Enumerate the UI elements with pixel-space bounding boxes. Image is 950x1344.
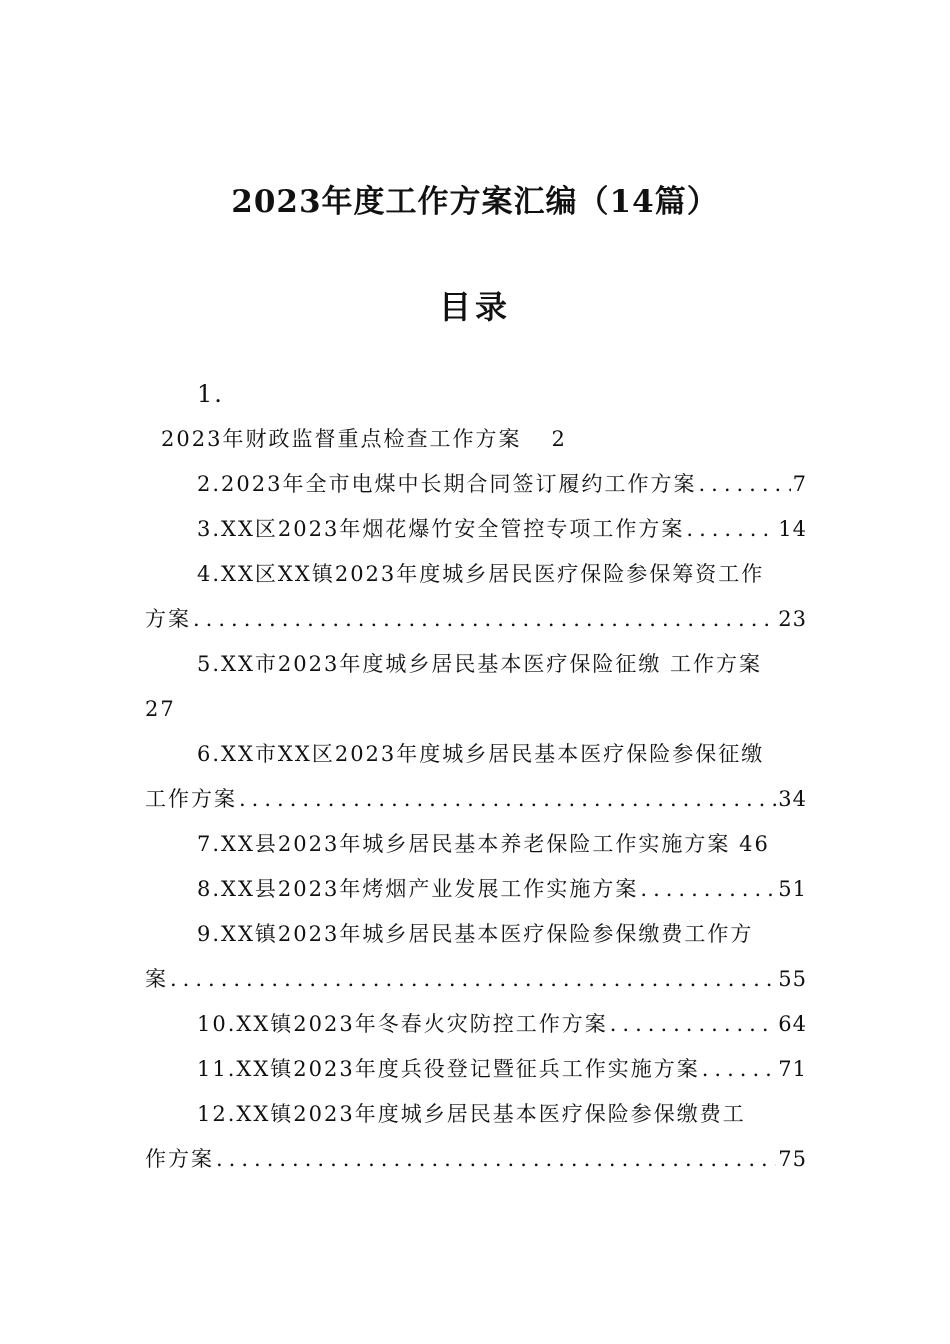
toc-entry-12-text: 作方案 bbox=[145, 1147, 214, 1171]
toc-entry-2[interactable] bbox=[145, 462, 807, 507]
toc-entry-1[interactable] bbox=[145, 417, 807, 462]
toc-entry-5-page[interactable]: 27 bbox=[145, 697, 176, 721]
toc-entry-10-page: 64 bbox=[778, 1012, 807, 1036]
toc-entry-1-text: 2023年财政监督重点检查工作方案 bbox=[161, 427, 522, 451]
table-of-contents bbox=[145, 372, 807, 1182]
dot-leader bbox=[191, 597, 776, 642]
toc-entry-9-line1[interactable]: 9.XX镇2023年城乡居民基本医疗保险参保缴费工作方 bbox=[197, 922, 754, 946]
toc-entry-12-line2[interactable] bbox=[145, 1137, 807, 1182]
toc-entry-6-line1[interactable]: 6.XX市XX区2023年度城乡居民基本医疗保险参保征缴 bbox=[197, 742, 765, 766]
toc-entry-8-text: 8.XX县2023年烤烟产业发展工作实施方案 bbox=[197, 877, 639, 901]
dot-leader bbox=[684, 507, 776, 552]
toc-entry-10[interactable] bbox=[145, 1002, 807, 1047]
toc-entry-5-line1[interactable]: 5.XX市2023年度城乡居民基本医疗保险征缴 工作方案 bbox=[197, 652, 763, 676]
toc-entry-2-page: 7 bbox=[792, 472, 807, 496]
toc-entry-12-page: 75 bbox=[778, 1147, 807, 1171]
toc-entry-1-number[interactable]: 1. bbox=[197, 380, 224, 408]
dot-leader bbox=[696, 462, 790, 507]
toc-entry-4-line2[interactable] bbox=[145, 597, 807, 642]
dot-leader bbox=[700, 1047, 777, 1092]
dot-leader bbox=[608, 1002, 777, 1047]
toc-entry-6-page: 34 bbox=[778, 787, 807, 811]
toc-entry-7[interactable] bbox=[145, 822, 807, 867]
toc-entry-9-line2[interactable] bbox=[145, 957, 807, 1002]
toc-entry-11-page: 71 bbox=[778, 1057, 807, 1081]
dot-leader bbox=[168, 957, 776, 1002]
toc-entry-8[interactable] bbox=[145, 867, 807, 912]
toc-entry-4-line1[interactable]: 4.XX区XX镇2023年度城乡居民医疗保险参保筹资工作 bbox=[197, 562, 765, 586]
toc-entry-3[interactable] bbox=[145, 507, 807, 552]
toc-entry-10-text: 10.XX镇2023年冬春火灾防控工作方案 bbox=[197, 1012, 608, 1036]
toc-entry-8-page: 51 bbox=[778, 877, 807, 901]
document-title: 2023年度工作方案汇编（14篇） bbox=[231, 184, 719, 220]
toc-entry-6-line2[interactable] bbox=[145, 777, 807, 822]
toc-entry-12-line1[interactable]: 12.XX镇2023年度城乡居民基本医疗保险参保缴费工 bbox=[197, 1102, 746, 1126]
toc-entry-6-text: 工作方案 bbox=[145, 787, 237, 811]
toc-entry-3-page: 14 bbox=[778, 517, 807, 541]
dot-leader bbox=[237, 777, 776, 822]
toc-entry-1-page: 2 bbox=[551, 427, 567, 451]
toc-entry-3-text: 3.XX区2023年烟花爆竹安全管控专项工作方案 bbox=[197, 517, 685, 541]
dot-leader bbox=[214, 1137, 776, 1182]
toc-heading: 目录 bbox=[438, 288, 511, 326]
toc-entry-11[interactable] bbox=[145, 1047, 807, 1092]
toc-entry-7-text: 7.XX县2023年城乡居民基本养老保险工作实施方案 bbox=[197, 832, 731, 856]
toc-entry-4-page: 23 bbox=[778, 607, 807, 631]
toc-entry-11-text: 11.XX镇2023年度兵役登记暨征兵工作实施方案 bbox=[197, 1057, 700, 1081]
toc-entry-7-page: 46 bbox=[739, 832, 770, 856]
toc-entry-2-text: 2.2023年全市电煤中长期合同签订履约工作方案 bbox=[197, 472, 697, 496]
toc-entry-9-text: 案 bbox=[145, 967, 168, 991]
dot-leader bbox=[638, 867, 776, 912]
toc-entry-4-text: 方案 bbox=[145, 607, 191, 631]
toc-entry-9-page: 55 bbox=[778, 967, 807, 991]
